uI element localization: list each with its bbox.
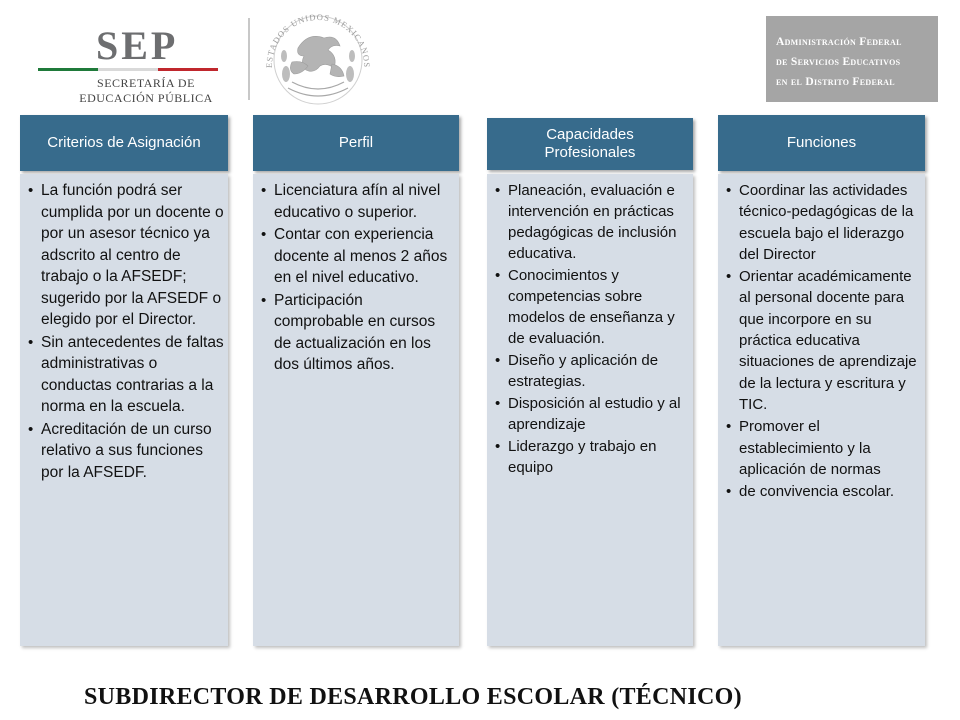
list-item: • Orientar académicamente al personal docente para que incorpore en su práctica educativa situaciones de aprendizaje de la lectura y escritura y TIC. [726, 266, 921, 415]
sep-logo-line1: SECRETARÍA DE [97, 76, 195, 90]
afsedf-line1: Administración Federal [776, 36, 902, 48]
list-item: • Disposición al estudio y al aprendizaje [495, 393, 689, 435]
list-item: • Licenciatura afín al nivel educativo o superior. [261, 180, 455, 223]
list-item: • Promover el establecimiento y la aplicación de normas [726, 416, 921, 480]
afsedf-badge [766, 16, 938, 102]
column-body [253, 174, 459, 646]
column-header: Perfil [253, 115, 459, 171]
list-item: • Contar con experiencia docente al menos 2 años en el nivel educativo. [261, 224, 455, 289]
mexican-seal-icon [258, 4, 378, 108]
list-item: • Liderazgo y trabajo en equipo [495, 436, 689, 478]
sep-logo-word: SEP [96, 23, 179, 68]
flag-bar-red [158, 68, 218, 71]
list-item: • Conocimientos y competencias sobre modelos de enseñanza y de evaluación. [495, 265, 689, 349]
list-item: • de convivencia escolar. [726, 481, 921, 502]
list-item: • Diseño y aplicación de estrategias. [495, 350, 689, 392]
list-item: • Participación comprobable en cursos de actualización en los dos últimos años. [261, 290, 455, 376]
list-item: • Acreditación de un curso relativo a sus funciones por la AFSEDF. [28, 419, 224, 484]
column-header-line2: Profesionales [544, 144, 636, 161]
column-header: Funciones [718, 115, 925, 171]
page-title: SUBDIRECTOR DE DESARROLLO ESCOLAR (TÉCNICO) [84, 684, 742, 710]
column-header: Criterios de Asignación [20, 115, 228, 171]
header-divider [248, 18, 250, 100]
flag-bar-white [98, 68, 158, 71]
list-item: • Planeación, evaluación e intervención en prácticas pedagógicas de inclusión educativa. [495, 180, 689, 264]
sep-logo [38, 22, 223, 106]
afsedf-line2: de Servicios Educativos [776, 56, 901, 68]
column-body [20, 174, 228, 646]
column-header [487, 118, 693, 170]
column-body [487, 174, 693, 646]
list-item: • Coordinar las actividades técnico-pedagógicas de la escuela bajo el liderazgo del Director [726, 180, 921, 265]
flag-bar-green [38, 68, 98, 71]
seal-text: ESTADOS UNIDOS MEXICANOS [263, 11, 373, 69]
list-item: • Sin antecedentes de faltas administrativas o conductas contrarias a la norma en la escuela. [28, 332, 224, 418]
afsedf-line3: en el Distrito Federal [776, 76, 895, 88]
column-header-line1: Capacidades [546, 126, 634, 143]
list-item: • La función podrá ser cumplida por un docente o por un asesor técnico ya adscrito al centro de trabajo o la AFSEDF; sugerido por la AFSEDF o elegido por el Director. [28, 180, 224, 331]
sep-logo-line2: EDUCACIÓN PÚBLICA [79, 91, 213, 105]
column-body [718, 174, 925, 646]
